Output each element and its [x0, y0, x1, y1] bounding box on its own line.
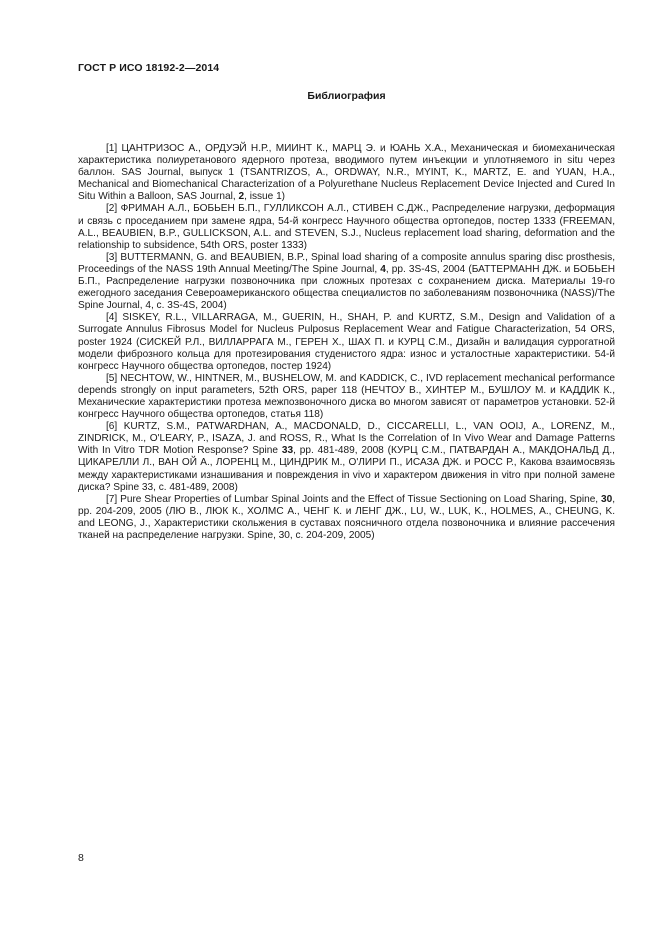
- reference-text-tail: , issue 1): [244, 191, 286, 203]
- reference-text-tail: , pp. 204-209, 2005 (ЛЮ В., ЛЮК К., ХОЛМС А., ЧЕНГ К. и ЛЕНГ ДЖ., LU, W., LUK, K., HOLMES, A., CHEUNG, K. and LEONG, J., Характеристики скольжения в суставах поясничного отдела позвоночника и влияние рассечения тканей на распределение нагрузки. Spine, 30, с. 204-209, 2005): [78, 493, 616, 541]
- reference-text: BUTTERMANN, G. and BEAUBIEN, B.P., Spinal load sharing of a composite annulus sparing disc prosthesis, Proceedings of the NASS 19th Annual Meeting/The Spine Journal,: [78, 251, 615, 275]
- reference-volume: 4: [380, 263, 386, 275]
- reference-text-tail: , pp. 3S-4S, 2004 (БАТТЕРМАНН ДЖ. и БОБЬЕН Б.П., Распределение нагрузки позвоночника при сложных протезах с сохранением диска. Материалы 19-го ежегодного заседания Североамериканского общества специалистов по заболеваниям позвоночника (NASS)/The Spine Journal, 4, с. 3S-4S, 2004): [78, 263, 615, 312]
- bibliography-list: [78, 143, 615, 542]
- reference-number: [5]: [106, 372, 118, 384]
- reference-number: [1]: [106, 143, 118, 154]
- reference-text: NECHTOW, W., HINTNER, M., BUSHELOW, M. and KADDICK, C., IVD replacement mechanical performance depends strongly on input parameters, 52th ORS, paper 118 (НЕЧТОУ В., ХИНТЕР М., БУШЛОУ М. и КАДДИК К., Механические характеристики протеза межпозвоночного диска во многом зависят от параметров установки. 52-й конгресс Научного общества ортопедов, статья 118): [78, 372, 615, 421]
- standard-designation: ГОСТ Р ИСО 18192-2—2014: [78, 62, 220, 74]
- reference-item-3: [78, 252, 615, 312]
- reference-text: Pure Shear Properties of Lumbar Spinal Joints and the Effect of Tissue Sectioning on Load Sharing, Spine,: [120, 493, 601, 505]
- reference-text: ЦАНТРИЗОС А., ОРДУЭЙ Н.Р., МИИНТ К., МАРЦ Э. и ЮАНЬ Х.А., Механическая и биомеханическая характеристика полиуретанового ядерного протеза, вводимого путем инъекции и уплотняемого in situ через баллон. SAS Journal, выпуск 1 (TSANTRIZOS, A., ORDWAY, N.R., MYINT, K., MARTZ, E. and YUAN, H.A., Mechanical and Biomechanical Characterization of a Polyurethane Nucleus Replacement Device Injected and Cured In Situ Within a Balloon, SAS Journal,: [78, 143, 615, 203]
- reference-volume: 2: [238, 191, 245, 203]
- reference-number: [4]: [106, 312, 118, 324]
- reference-item-4: [78, 312, 615, 372]
- reference-volume: 33: [281, 445, 294, 457]
- reference-text: KURTZ, S.M., PATWARDHAN, A., MACDONALD, D., CICCARELLI, L., VAN OOIJ, A., LORENZ, M., ZINDRICK, M., O'LEARY, P., ISAZA, J. and ROSS, R., What Is the Correlation of In Vivo Wear and Damage Patterns With In Vitro TDR Motion Response? Spine: [78, 421, 615, 457]
- reference-number: [6]: [106, 421, 118, 433]
- reference-item-6: [78, 421, 615, 494]
- reference-number: [2]: [106, 203, 118, 215]
- reference-text: SISKEY, R.L., VILLARRAGA, M., GUERIN, H., SHAH, P. and KURTZ, S.M., Design and Validation of a Surrogate Annulus Fibrosus Model for Nucleus Pulposus Replacement Wear and Fatigue Characterization, 54 ORS, poster 1924 (СИСКЕЙ Р.Л., ВИЛЛАРРАГА М., ГЕРЕН Х., ШАХ П. и КУРЦ С.М., Дизайн и валидация суррогатной модели фиброзного кольца для протезирования студенистого ядра: износ и усталостные характеристики. 54-й конгресс Научного общества ортопедов, постер 1924): [78, 312, 615, 372]
- reference-item-1: [78, 143, 615, 203]
- page-number: 8: [78, 852, 84, 864]
- reference-item-7: [78, 494, 615, 542]
- reference-text-tail: , pp. 481-489, 2008 (КУРЦ С.М., ПАТВАРДАН А., МАКДОНАЛЬД Д., ЦИКАРЕЛЛИ Л., ВАН ОЙ А., ЛОРЕНЦ М., ЦИНДРИК М., О'ЛИРИ П., ИСАЗА ДЖ. и РОСС Р., Какова взаимосвязь между характеристиками изнашивания и повреждения in vivo и характером движения in vitro при полной замене диска? Spine 33, с. 481-489, 2008): [78, 445, 615, 493]
- reference-number: [7]: [106, 493, 118, 505]
- reference-item-5: [78, 373, 615, 421]
- reference-text: ФРИМАН А.Л., БОБЬЕН Б.П., ГУЛЛИКСОН А.Л., СТИВЕН С.ДЖ., Распределение нагрузки, деформация и связь с проседанием при замене ядра, 54-й конгресс Научного общества ортопедов, постер 1333 (FREEMAN, A.L., BEAUBIEN, B.P., GULLICKSON, A.L. and STEVEN, S.J., Nucleus replacement load sharing, deformation and the relationship to subsidence, 54th ORS, poster 1333): [78, 203, 615, 251]
- reference-volume: 30: [600, 493, 613, 505]
- reference-item-2: [78, 203, 615, 251]
- section-title: Библиография: [307, 90, 386, 102]
- reference-number: [3]: [106, 251, 118, 263]
